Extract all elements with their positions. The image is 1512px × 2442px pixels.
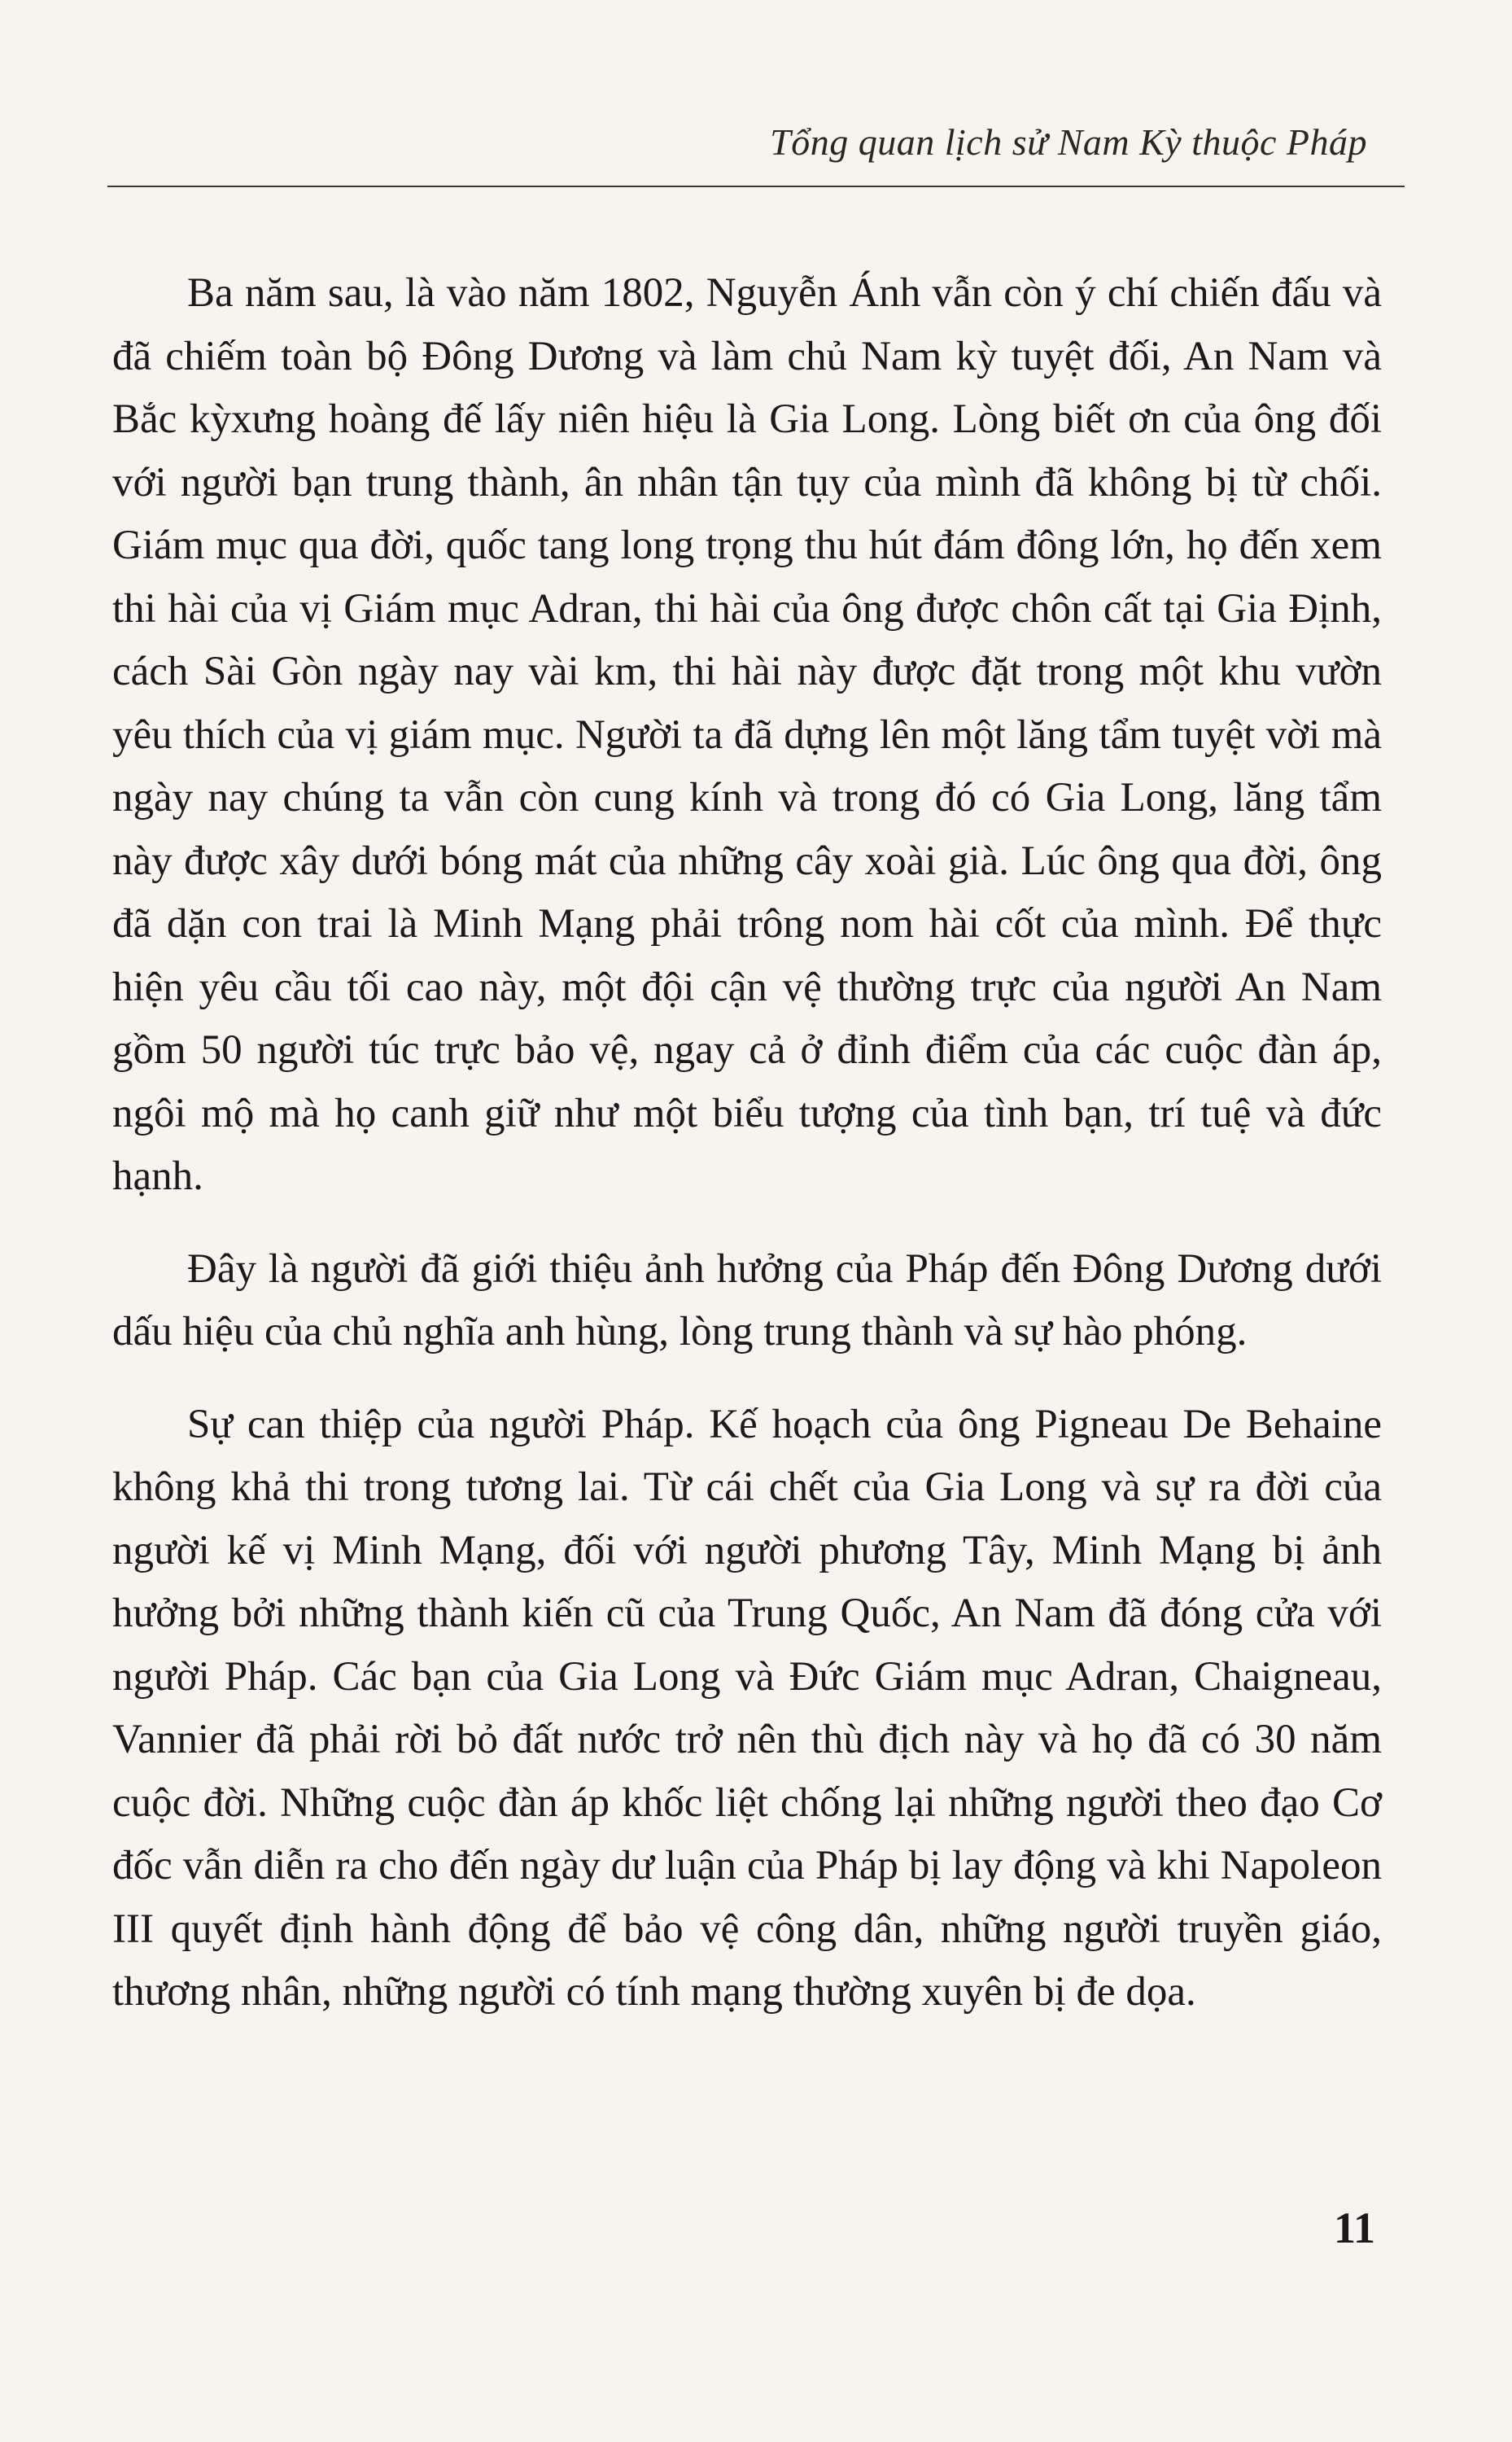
body-text [112,262,1382,2054]
running-header: Tổng quan lịch sử Nam Kỳ thuộc Pháp [770,121,1367,163]
paragraph: Ba năm sau, là vào năm 1802, Nguyễn Ánh vẫn còn ý chí chiến đấu và đã chiếm toàn bộ Đông Dương và làm chủ Nam kỳ tuyệt đối, An Nam và Bắc kỳxưng hoàng đế lấy niên hiệu là Gia Long. Lòng biết ơn của ông đối với người bạn trung thành, ân nhân tận tụy của mình đã không bị từ chối. Giám mục qua đời, quốc tang long trọng thu hút đám đông lớn, họ đến xem thi hài của vị Giám mục Adran, thi hài của ông được chôn cất tại Gia Định, cách Sài Gòn ngày nay vài km, thi hài này được đặt trong một khu vườn yêu thích của vị giám mục. Người ta đã dựng lên một lăng tẩm tuyệt vời mà ngày nay chúng ta vẫn còn cung kính và trong đó có Gia Long, lăng tẩm này được xây dưới bóng mát của những cây xoài già. Lúc ông qua đời, ông đã dặn con trai là Minh Mạng phải trông nom hài cốt của mình. Để thực hiện yêu cầu tối cao này, một đội cận vệ thường trực của người An Nam gồm 50 người túc trực bảo vệ, ngay cả ở đỉnh điểm của các cuộc đàn áp, ngôi mộ mà họ canh giữ như một biểu tượng của tình bạn, trí tuệ và đức hạnh. [112,270,1382,1199]
header-rule [107,186,1405,187]
paragraph: Sự can thiệp của người Pháp. Kế hoạch của ông Pigneau De Behaine không khả thi trong tương lai. Từ cái chết của Gia Long và sự ra đời của người kế vị Minh Mạng, đối với người phương Tây, Minh Mạng bị ảnh hưởng bởi những thành kiến cũ của Trung Quốc, An Nam đã đóng cửa với người Pháp. Các bạn của Gia Long và Đức Giám mục Adran, Chaigneau, Vannier đã phải rời bỏ đất nước trở nên thù địch này và họ đã có 30 năm cuộc đời. Những cuộc đàn áp khốc liệt chống lại những người theo đạo Cơ đốc vẫn diễn ra cho đến ngày dư luận của Pháp bị lay động và khi Napoleon III quyết định hành động để bảo vệ công dân, những người truyền giáo, thương nhân, những người có tính mạng thường xuyên bị đe dọa. [112,1401,1382,2015]
paragraph: Đây là người đã giới thiệu ảnh hưởng của Pháp đến Đông Dương dưới dấu hiệu của chủ nghĩa anh hùng, lòng trung thành và sự hào phóng. [112,1245,1382,1354]
page-number: 11 [1333,2203,1375,2252]
